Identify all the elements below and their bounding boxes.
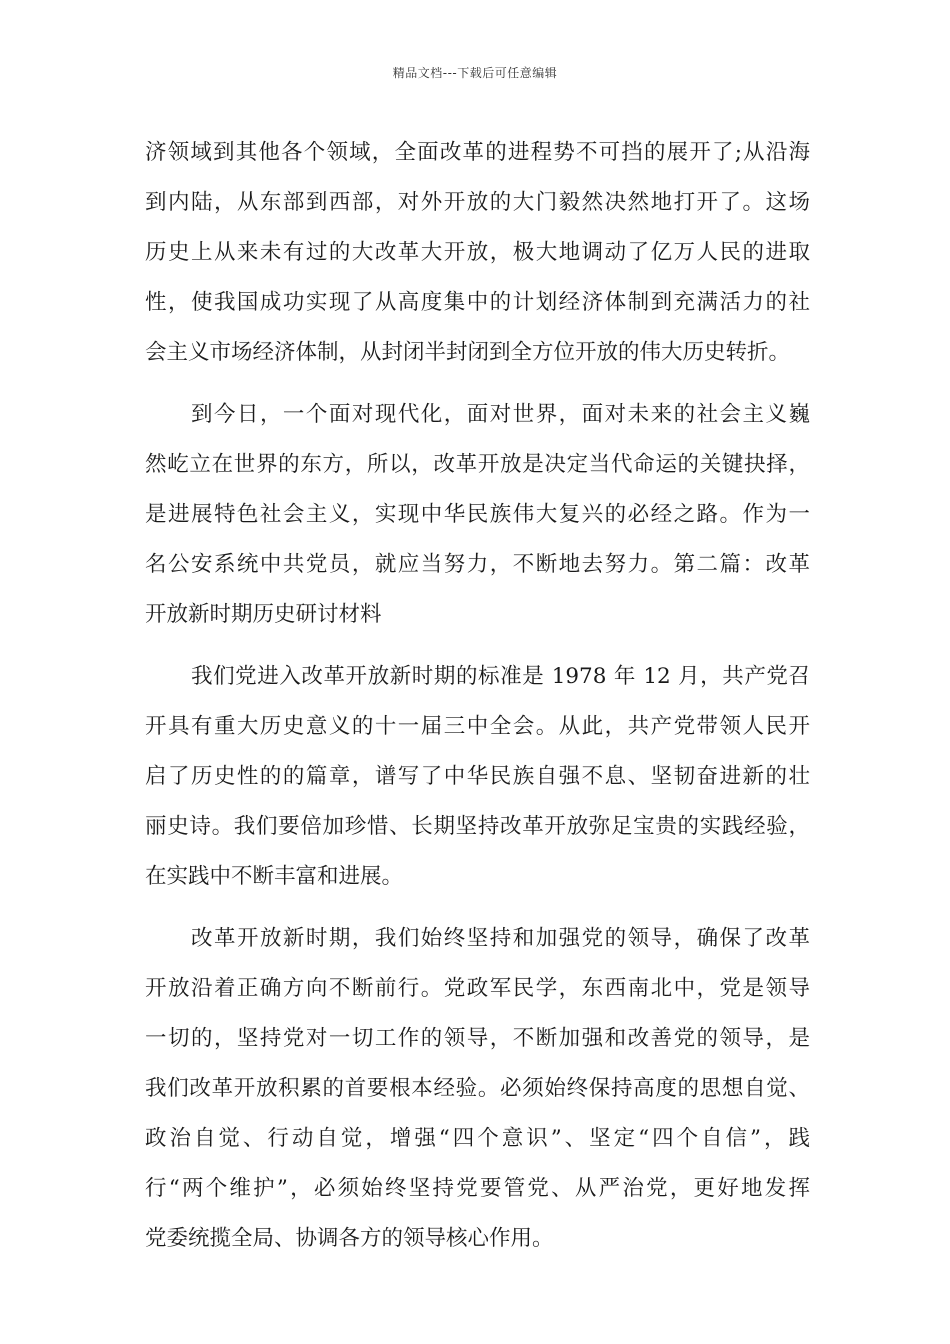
text-line: 然屹立在世界的东方，所以，改革开放是决定当代命运的关键抉择， [145, 452, 810, 477]
text-line: 我们改革开放积累的首要根本经验。必须始终保持高度的思想自觉、 [145, 1076, 810, 1101]
text-line: 名公安系统中共党员，就应当努力，不断地去努力。第二篇：改革 [145, 552, 810, 577]
paragraph-3 [145, 652, 810, 902]
text-line: 在实践中不断丰富和进展。 [145, 864, 404, 889]
text-line: 丽史诗。我们要倍加珍惜、长期坚持改革开放弥足宝贵的实践经验， [145, 814, 810, 839]
text-line: 开放新时期历史研讨材料 [145, 602, 382, 627]
paragraph-4 [145, 914, 810, 1264]
text-line: 启了历史性的的篇章，谱写了中华民族自强不息、坚韧奋进新的壮 [145, 764, 810, 789]
text-line: 党委统揽全局、协调各方的领导核心作用。 [145, 1226, 554, 1251]
text-line: 会主义市场经济体制，从封闭半封闭到全方位开放的伟大历史转折。 [145, 340, 791, 365]
text-line: 我们党进入改革开放新时期的标准是 1978 年 12 月，共产党召 [191, 664, 810, 689]
text-line: 开具有重大历史意义的十一届三中全会。从此，共产党带领人民开 [145, 714, 810, 739]
text-line: 行“两个维护”，必须始终坚持党要管党、从严治党，更好地发挥 [145, 1176, 810, 1201]
text-line: 是进展特色社会主义，实现中华民族伟大复兴的必经之路。作为一 [145, 502, 810, 527]
text-line: 到今日，一个面对现代化，面对世界，面对未来的社会主义巍 [191, 402, 810, 427]
page-header: 精品文档---下载后可任意编辑 [392, 66, 558, 80]
text-line: 历史上从来未有过的大改革大开放，极大地调动了亿万人民的进取 [145, 240, 810, 265]
text-line: 开放沿着正确方向不断前行。党政军民学，东西南北中，党是领导 [145, 976, 810, 1001]
text-line: 政治自觉、行动自觉，增强“四个意识”、坚定“四个自信”，践 [145, 1126, 810, 1151]
text-line: 性，使我国成功实现了从高度集中的计划经济体制到充满活力的社 [145, 290, 810, 315]
text-line: 一切的，坚持党对一切工作的领导，不断加强和改善党的领导，是 [145, 1026, 810, 1051]
text-line: 济领域到其他各个领域，全面改革的进程势不可挡的展开了;从沿海 [145, 140, 810, 165]
paragraph-2 [145, 390, 810, 640]
paragraph-1 [145, 128, 810, 378]
document-body [145, 128, 810, 1264]
text-line: 到内陆，从东部到西部，对外开放的大门毅然决然地打开了。这场 [145, 190, 810, 215]
text-line: 改革开放新时期，我们始终坚持和加强党的领导，确保了改革 [191, 926, 810, 951]
